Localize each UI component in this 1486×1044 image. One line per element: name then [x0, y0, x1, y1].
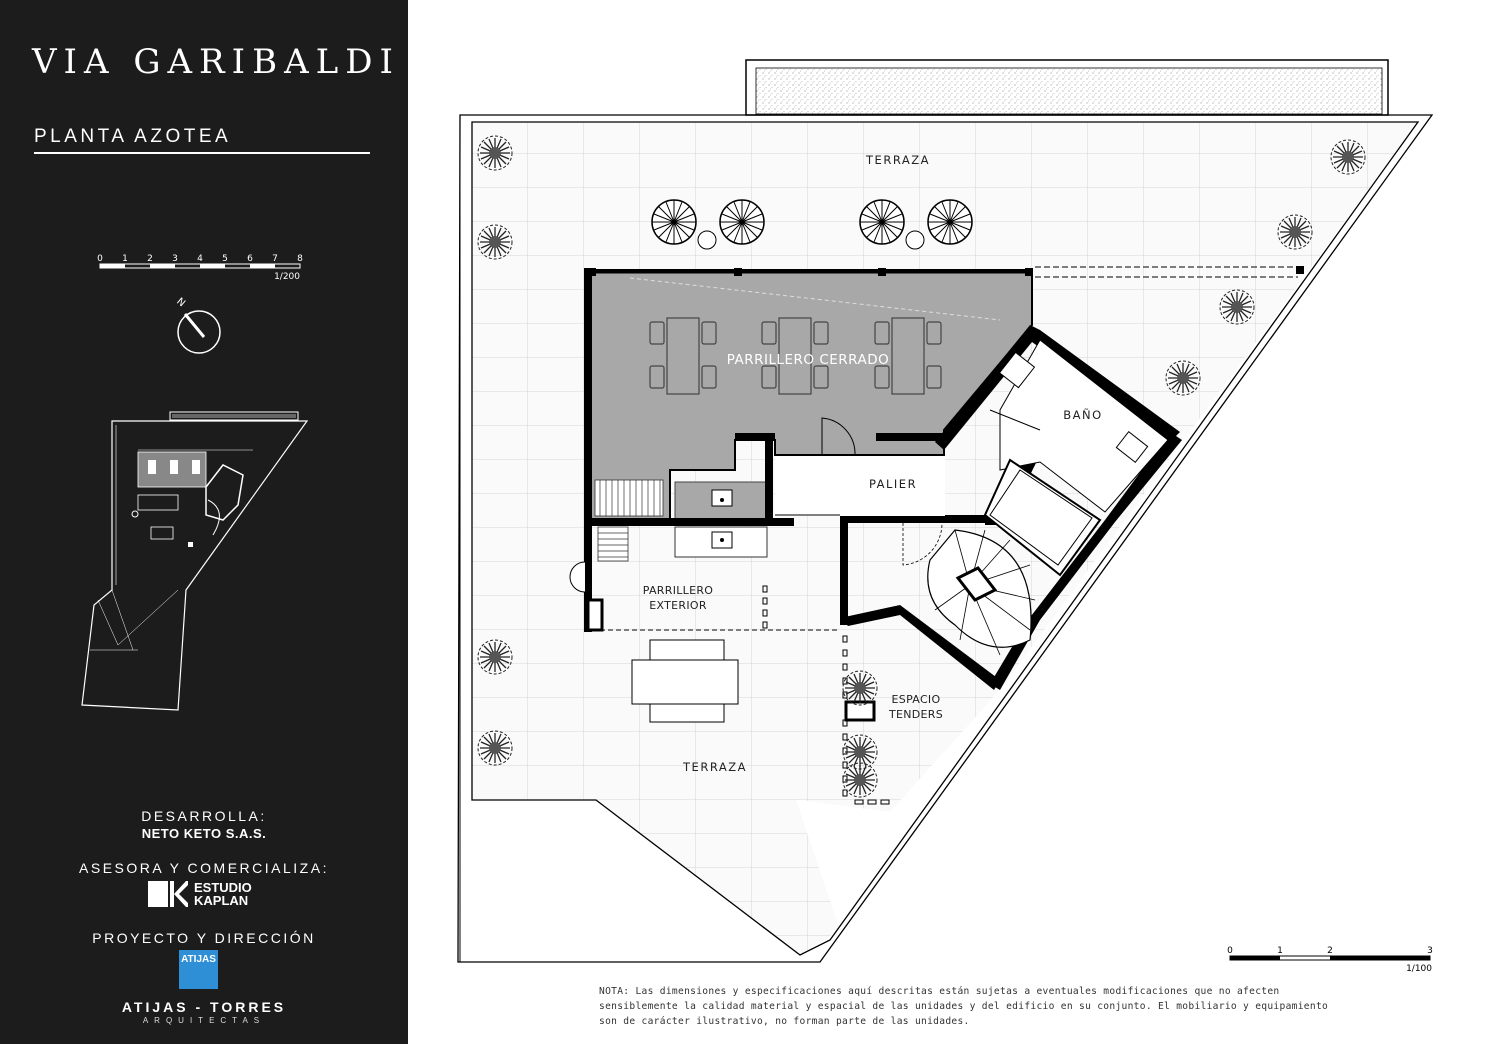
scale-tick: 0 — [97, 254, 103, 264]
project-label: PROYECTO Y DIRECCIÓN — [92, 930, 316, 946]
estudio-kaplan-logo — [146, 880, 252, 908]
kaplan-line-2: KAPLAN — [194, 893, 249, 908]
scale-tick: 1 — [122, 254, 128, 264]
label-outdoor-grill-1: PARRILLERO — [642, 584, 714, 597]
key-plan — [78, 405, 318, 715]
subtitle-underline — [34, 152, 370, 154]
landing-zone — [775, 456, 945, 516]
label-terrace-bottom: TERRAZA — [683, 760, 747, 774]
scale-tick: 5 — [222, 254, 228, 264]
kaplan-mark-icon — [146, 880, 188, 908]
scale-label: 1/100 — [1406, 964, 1432, 974]
disclaimer-note: NOTA: Las dimensiones y especificaciones aquí descritas están sujetas a eventuales modificaciones que no afecten sensiblemente la calidad material y espacial de las unidades y del edificio en su conjunto. El mobiliario y equipamiento son de carácter ilustrativo, no forman parte de las unidades. — [599, 986, 1329, 1027]
scale-tick: 3 — [1427, 946, 1433, 956]
kaplan-line-1: ESTUDIO — [194, 880, 252, 895]
label-outdoor-grill-2: EXTERIOR — [649, 599, 707, 612]
scale-tick: 8 — [297, 254, 303, 264]
scale-bar-plan — [1227, 946, 1433, 974]
label-terrace-top: TERRAZA — [866, 153, 930, 167]
scale-tick: 2 — [147, 254, 153, 264]
atijas-logo: ATIJAS — [179, 950, 218, 989]
scale-tick: 3 — [172, 254, 178, 264]
scale-label: 1/200 — [274, 272, 300, 282]
scale-bar-small — [92, 250, 312, 284]
architect-name: ATIJAS - TORRES — [121, 999, 287, 1015]
floor-plan — [408, 0, 1486, 1044]
plan-subtitle: PLANTA AZOTEA — [34, 126, 232, 147]
label-bathroom: BAÑO — [1063, 408, 1103, 422]
scale-tick: 6 — [247, 254, 253, 264]
scale-tick: 2 — [1327, 946, 1333, 956]
scale-tick: 1 — [1277, 946, 1283, 956]
developer-label: DESARROLLA: — [141, 808, 267, 824]
north-label: N — [174, 296, 187, 310]
scale-tick: 7 — [272, 254, 278, 264]
developer-name: NETO KETO S.A.S. — [141, 826, 267, 841]
sidebar — [0, 0, 408, 1044]
label-laundry-2: TENDERS — [888, 708, 944, 721]
label-landing: PALIER — [868, 477, 918, 491]
scale-tick: 0 — [1227, 946, 1233, 956]
sales-label: ASESORA Y COMERCIALIZA: — [79, 860, 329, 876]
label-closed-grill: PARRILLERO CERRADO — [726, 352, 890, 368]
label-laundry-1: ESPACIO — [891, 693, 941, 706]
scale-tick: 4 — [197, 254, 203, 264]
architect-subtitle: ARQUITECTAS — [142, 1016, 266, 1025]
project-title: VIA GARIBALDI — [32, 42, 400, 82]
north-arrow-icon — [168, 290, 232, 360]
